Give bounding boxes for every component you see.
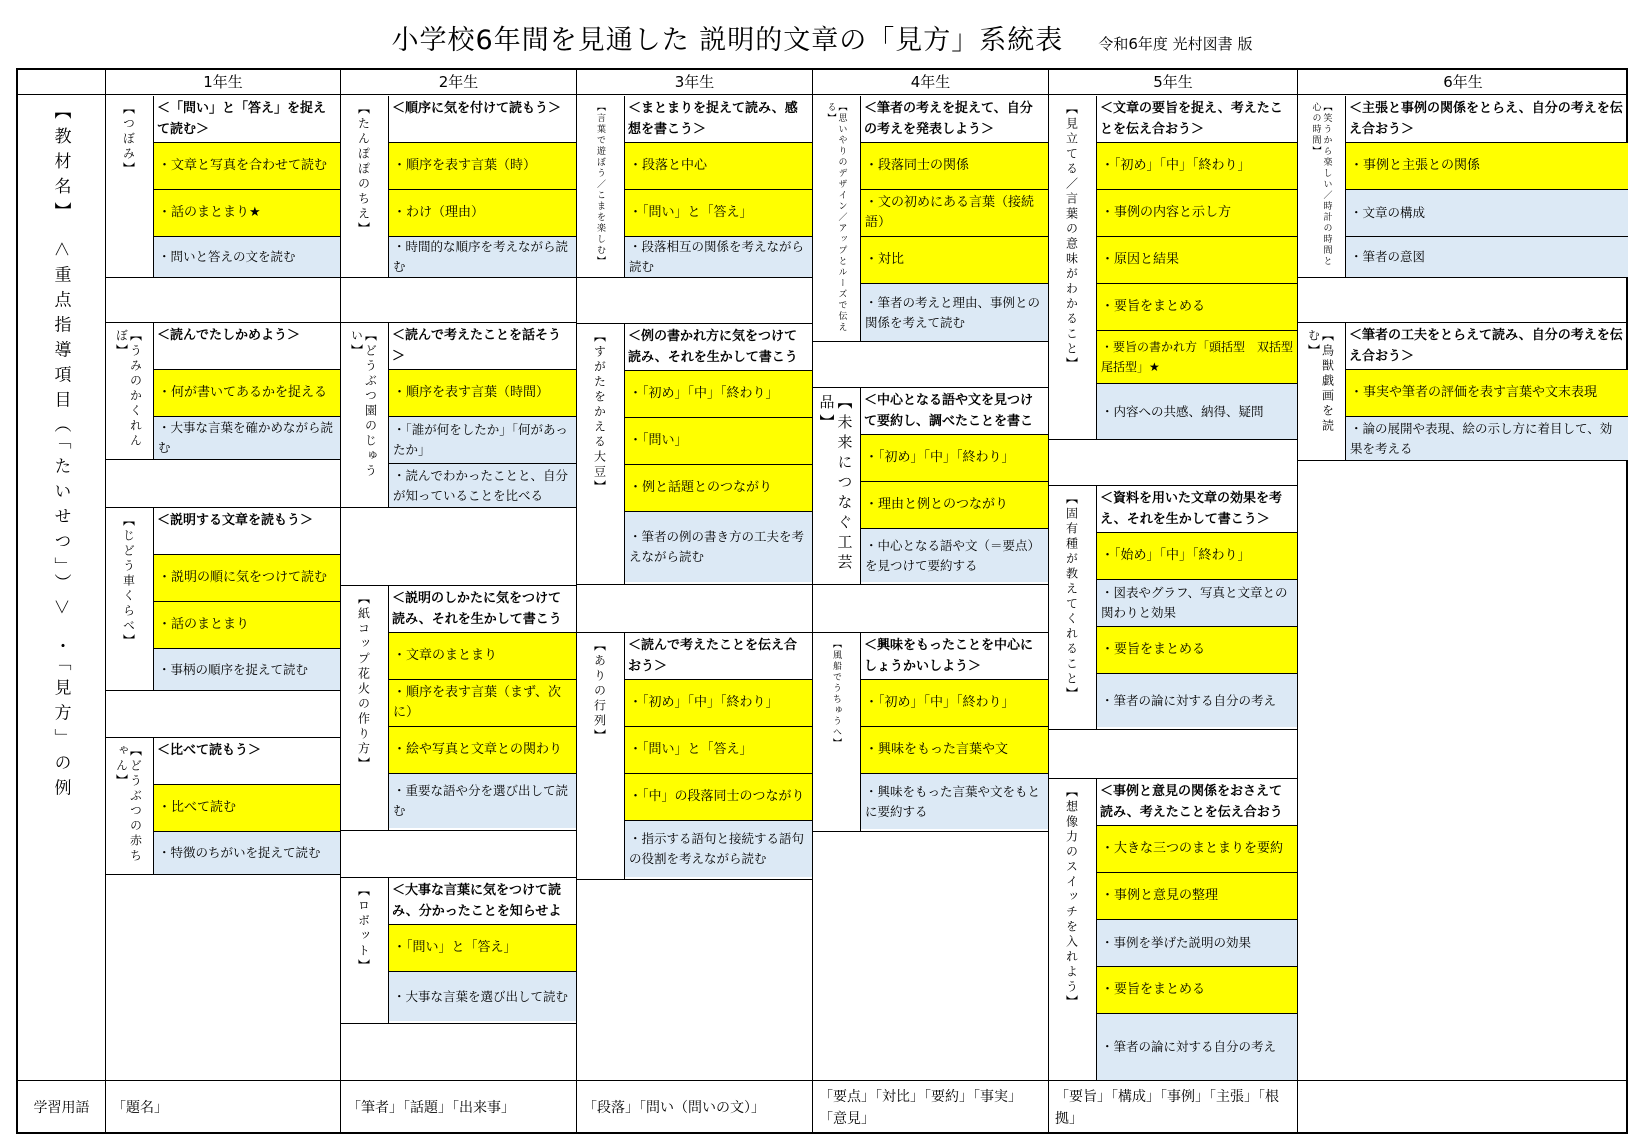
unit-card xyxy=(577,632,812,880)
viewpoint-item: ・順序を表す言葉（まず、次に） xyxy=(389,680,576,727)
unit-title-tab xyxy=(813,633,861,831)
reading-skill-item: ・内容への共感、納得、疑問 xyxy=(1097,384,1297,439)
grade-header-4: 4年生 xyxy=(910,73,951,91)
unit-card xyxy=(341,585,576,831)
unit-goal: ＜資料を用いた文章の効果を考え、それを生かして書こう＞ xyxy=(1097,486,1297,533)
unit-title: 【うみのかくれんぼ】 xyxy=(114,329,143,449)
unit-title: 【風船でうちゅうへ】 xyxy=(831,639,841,749)
unit-goal: ＜主張と事例の関係をとらえ、自分の考えを伝え合おう＞ xyxy=(1346,96,1628,143)
reading-skill-item: ・段落相互の関係を考えながら読む xyxy=(625,237,812,277)
viewpoint-item: ・話のまとまり★ xyxy=(154,190,340,237)
viewpoint-item: ・興味をもった言葉や文 xyxy=(861,727,1048,774)
viewpoint-item: ・事例の内容と示し方 xyxy=(1097,190,1297,237)
unit-title: 【未来につなぐ工芸品】 xyxy=(817,394,854,574)
unit-goal: ＜順序に気を付けて読もう＞ xyxy=(389,96,576,143)
unit-title-tab xyxy=(341,323,389,507)
unit-goal: ＜文章の要旨を捉え、考えたことを伝え合おう＞ xyxy=(1097,96,1297,143)
unit-title: 【ロボット】 xyxy=(356,884,371,974)
unit-card xyxy=(1049,778,1297,1081)
viewpoint-item: ・「中」の段落同士のつながり xyxy=(625,774,812,821)
unit-card xyxy=(1049,485,1297,730)
viewpoint-item: ・事実や筆者の評価を表す言葉や文末表現 xyxy=(1346,370,1628,417)
row-label: 【教材名】 ＜重点指導項目（「たいせつ」）＞ ・「見方」の例 xyxy=(50,102,71,804)
unit-card xyxy=(813,632,1048,832)
reading-skill-item: ・事例を挙げた説明の効果 xyxy=(1097,920,1297,967)
row-label-column xyxy=(16,96,105,1078)
unit-goal: ＜読んでたしかめよう＞ xyxy=(154,323,340,370)
reading-skill-item: ・問いと答えの文を読む xyxy=(154,237,340,277)
unit-card xyxy=(1298,323,1628,461)
unit-goal: ＜大事な言葉に気をつけて読み、分かったことを知らせよ xyxy=(389,878,576,925)
footer-label: 学習用語 xyxy=(33,1100,90,1116)
viewpoint-item: ・「初め」「中」「終わり」 xyxy=(625,680,812,727)
viewpoint-item: ・文章のまとまり xyxy=(389,633,576,680)
viewpoint-item: ・「初め」「中」「終わり」 xyxy=(625,371,812,418)
unit-card xyxy=(813,96,1048,342)
viewpoint-item: ・話のまとまり xyxy=(154,602,340,649)
learning-terms-g3: 「段落」「問い（問いの文）」 xyxy=(583,1100,765,1116)
unit-title-tab xyxy=(1298,323,1346,460)
viewpoint-item: ・原因と結果 xyxy=(1097,237,1297,284)
unit-card xyxy=(106,96,340,278)
reading-skill-item: ・筆者の意図 xyxy=(1346,237,1628,277)
grade-header-6: 6年生 xyxy=(1443,73,1483,91)
reading-skill-item: ・指示する語句と接続する語句の役割を考えながら読む xyxy=(625,821,812,877)
reading-skill-item: ・大事な言葉を確かめながら読む xyxy=(154,417,340,459)
viewpoint-item: ・事例と主張との関係 xyxy=(1346,143,1628,190)
unit-card xyxy=(577,96,812,278)
reading-skill-item: ・読んでわかったことと、自分が知っていることを比べる xyxy=(389,464,576,507)
viewpoint-item: ・絵や写真と文章との関わり xyxy=(389,727,576,774)
viewpoint-item: ・わけ（理由） xyxy=(389,190,576,237)
unit-title-tab xyxy=(813,96,861,341)
unit-title-tab xyxy=(577,633,625,879)
unit-title: 【紙コップ花火の作り方】 xyxy=(356,592,371,772)
unit-card xyxy=(341,877,576,1024)
reading-skill-item: ・筆者の論に対する自分の考え xyxy=(1097,674,1297,727)
unit-title-tab xyxy=(106,508,154,690)
unit-goal: ＜説明のしかたに気をつけて読み、それを生かして書こう xyxy=(389,586,576,633)
unit-title-tab xyxy=(577,96,625,277)
title-sub: 令和6年度 光村図書 版 xyxy=(1098,35,1253,53)
unit-title: 【言葉で遊ぼう／こまを楽しむ】 xyxy=(595,102,605,267)
viewpoint-item: ・「問い」と「答え」 xyxy=(389,925,576,972)
viewpoint-item: ・「問い」と「答え」 xyxy=(625,727,812,774)
viewpoint-item: ・説明の順に気をつけて読む xyxy=(154,555,340,602)
unit-title-tab xyxy=(1049,779,1097,1081)
unit-goal: ＜「問い」と「答え」を捉えて読む＞ xyxy=(154,96,340,143)
unit-title: 【想像力のスイッチを入れよう】 xyxy=(1064,785,1079,1010)
unit-title-tab xyxy=(1049,96,1097,439)
grade-header-2: 2年生 xyxy=(438,73,479,91)
viewpoint-item: ・「始め」「中」「終わり」 xyxy=(1097,533,1297,580)
unit-title: 【じどう車くらべ】 xyxy=(121,514,136,649)
unit-card xyxy=(341,96,576,278)
unit-goal: ＜中心となる語や文を見つけて要約し、調べたことを書こ xyxy=(861,388,1048,435)
unit-goal: ＜筆者の考えを捉えて、自分の考えを発表しよう＞ xyxy=(861,96,1048,143)
viewpoint-item: ・要旨の書かれ方「頭括型 双括型 尾括型」★ xyxy=(1097,331,1297,384)
viewpoint-item: ・文章と写真を合わせて読む xyxy=(154,143,340,190)
unit-card xyxy=(1298,96,1628,278)
unit-title-tab xyxy=(106,96,154,277)
unit-card xyxy=(813,387,1048,585)
viewpoint-item: ・事例と意見の整理 xyxy=(1097,873,1297,920)
unit-card xyxy=(106,323,340,460)
grade-header-5: 5年生 xyxy=(1153,73,1193,91)
unit-title: 【つぼみ】 xyxy=(121,102,136,177)
viewpoint-item: ・対比 xyxy=(861,237,1048,284)
viewpoint-item: ・要旨をまとめる xyxy=(1097,627,1297,674)
unit-title-tab xyxy=(1049,486,1097,729)
learning-terms-g5: 「要旨」「構成」「事例」「主張」「根拠」 xyxy=(1055,1089,1279,1127)
reading-skill-item: ・興味をもった言葉や文をもとに要約する xyxy=(861,774,1048,829)
unit-title: 【たんぽぽのちえ】 xyxy=(356,102,371,237)
reading-skill-item: ・大事な言葉を選び出して読む xyxy=(389,972,576,1021)
unit-card xyxy=(106,738,340,875)
viewpoint-item: ・「初め」「中」「終わり」 xyxy=(861,680,1048,727)
unit-goal: ＜まとまりを捉えて読み、感想を書こう＞ xyxy=(625,96,812,143)
unit-card xyxy=(577,323,812,585)
unit-title: 【鳥獣戯画を読む】 xyxy=(1306,329,1335,434)
unit-goal: ＜事例と意見の関係をおさえて読み、考えたことを伝え合おう xyxy=(1097,779,1297,826)
unit-goal: ＜筆者の工夫をとらえて読み、自分の考えを伝え合おう＞ xyxy=(1346,323,1628,370)
unit-card xyxy=(106,508,340,691)
unit-goal: ＜興味をもったことを中心にしょうかいしよう＞ xyxy=(861,633,1048,680)
viewpoint-item: ・順序を表す言葉（時） xyxy=(389,143,576,190)
unit-title-tab xyxy=(577,324,625,584)
grade-header-3: 3年生 xyxy=(674,73,715,91)
reading-skill-item: ・図表やグラフ、写真と文章との関わりと効果 xyxy=(1097,580,1297,627)
unit-title-tab xyxy=(341,96,389,277)
unit-title: 【固有種が教えてくれること】 xyxy=(1064,492,1079,702)
unit-card xyxy=(341,323,576,508)
reading-skill-item: ・事柄の順序を捉えて読む xyxy=(154,649,340,690)
unit-title: 【見立てる／言葉の意味がわかること】 xyxy=(1064,102,1079,372)
unit-title-tab xyxy=(106,323,154,459)
reading-skill-item: ・特徴のちがいを捉えて読む xyxy=(154,832,340,874)
viewpoint-item: ・段落同士の関係 xyxy=(861,143,1048,190)
reading-skill-item: ・論の展開や表現、絵の示し方に着目して、効果を考える xyxy=(1346,417,1628,460)
unit-goal: ＜比べて読もう＞ xyxy=(154,738,340,785)
reading-skill-item: ・筆者の論に対する自分の考え xyxy=(1097,1014,1297,1080)
viewpoint-item: ・「問い」と「答え」 xyxy=(625,190,812,237)
page-title xyxy=(0,18,1644,57)
viewpoint-item: ・「問い」 xyxy=(625,418,812,465)
learning-terms-g2: 「筆者」「話題」「出来事」 xyxy=(347,1100,515,1116)
unit-title-tab xyxy=(813,388,861,584)
unit-title-tab xyxy=(106,738,154,874)
viewpoint-item: ・「初め」「中」「終わり」 xyxy=(1097,143,1297,190)
viewpoint-item: ・比べて読む xyxy=(154,785,340,832)
learning-terms-g4: 「要点」「対比」「要約」「事実」「意見」 xyxy=(819,1089,1022,1127)
unit-title-tab xyxy=(341,878,389,1023)
unit-goal: ＜説明する文章を読もう＞ xyxy=(154,508,340,555)
unit-title: 【思いやりのデザイン／アップとルーズで伝える】 xyxy=(825,102,847,333)
unit-title: 【ありの行列】 xyxy=(592,639,607,744)
unit-title: 【すがたをかえる大豆】 xyxy=(592,330,607,495)
learning-terms-g1: 「題名」 xyxy=(112,1100,168,1116)
viewpoint-item: ・要旨をまとめる xyxy=(1097,967,1297,1014)
unit-goal: ＜読んで考えたことを伝え合おう＞ xyxy=(625,633,812,680)
unit-title-tab xyxy=(1298,96,1346,277)
unit-card xyxy=(1049,96,1306,440)
viewpoint-item: ・文の初めにある言葉（接続語） xyxy=(861,190,1048,237)
viewpoint-item: ・順序を表す言葉（時間） xyxy=(389,370,576,417)
unit-title: 【どうぶつ園のじゅうい】 xyxy=(349,329,378,479)
reading-skill-item: ・時間的な順序を考えながら読む xyxy=(389,237,576,277)
viewpoint-item: ・大きな三つのまとまりを要約 xyxy=(1097,826,1297,873)
reading-skill-item: ・筆者の考えと理由、事例との関係を考えて読む xyxy=(861,284,1048,341)
reading-skill-item: ・重要な語や分を選び出して読む xyxy=(389,774,576,828)
unit-goal: ＜例の書かれ方に気をつけて読み、それを生かして書こう xyxy=(625,324,812,371)
viewpoint-item: ・何が書いてあるかを捉える xyxy=(154,370,340,417)
footer-divider xyxy=(16,1080,1628,1081)
reading-skill-item: ・筆者の例の書き方の工夫を考えながら読む xyxy=(625,512,812,582)
viewpoint-item: ・例と話題とのつながり xyxy=(625,465,812,512)
viewpoint-item: ・要旨をまとめる xyxy=(1097,284,1297,331)
grade-header-1: 1年生 xyxy=(203,73,243,91)
reading-skill-item: ・中心となる語や文（＝要点）を見つけて要約する xyxy=(861,529,1048,582)
reading-skill-item: ・「誰が何をしたか」「何があったか」 xyxy=(389,417,576,464)
learning-terms-g6 xyxy=(1298,1082,1628,1134)
viewpoint-item: ・段落と中心 xyxy=(625,143,812,190)
reading-skill-item: ・文章の構成 xyxy=(1346,190,1628,237)
viewpoint-item: ・「初め」「中」「終わり」 xyxy=(861,435,1048,482)
title-main: 小学校6年間を見通した 説明的文章の「見方」系統表 xyxy=(391,25,1064,56)
unit-goal: ＜読んで考えたことを話そう＞ xyxy=(389,323,576,370)
unit-title: 【どうぶつの赤ちゃん】 xyxy=(114,744,143,864)
unit-title-tab xyxy=(341,586,389,830)
viewpoint-item: ・理由と例とのつながり xyxy=(861,482,1048,529)
unit-title: 【笑うから楽しい／時計の時間と心の時間】 xyxy=(1310,102,1332,267)
